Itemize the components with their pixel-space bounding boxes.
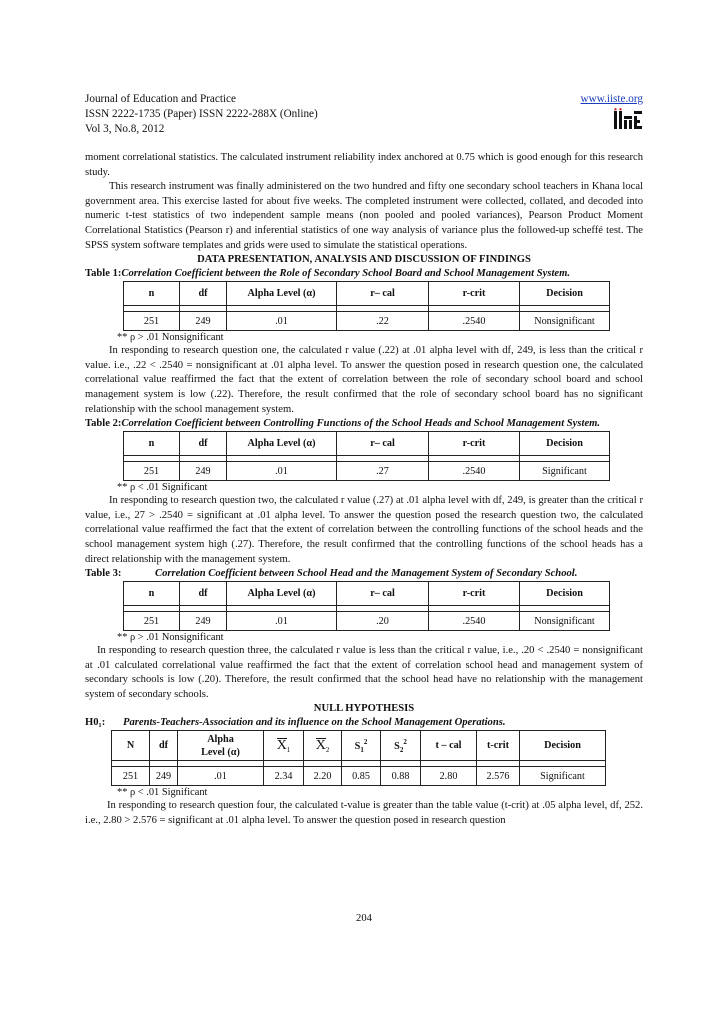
table3-label: Table 3: xyxy=(85,568,122,580)
table-cell: 249 xyxy=(180,312,227,331)
col-header-var1 xyxy=(342,731,381,761)
null-hypothesis-heading: NULL HYPOTHESIS xyxy=(313,703,415,715)
table-cell: 251 xyxy=(124,612,180,631)
table-cell: 2.80 xyxy=(421,767,477,786)
table1-title: Correlation Coefficient between the Role of Secondary School Board and School Management System. xyxy=(121,268,570,280)
table2-label: Table 2: xyxy=(85,418,122,430)
alpha-header-line: Alpha xyxy=(207,733,234,745)
subscript: 1 xyxy=(286,745,291,754)
journal-header xyxy=(85,92,643,137)
alpha-header-line: Level (α) xyxy=(201,746,240,758)
table-cell: 0.88 xyxy=(381,767,421,786)
iiste-logo-icon xyxy=(613,108,643,130)
table-cell: .2540 xyxy=(429,312,520,331)
table-cell: Nonsignificant xyxy=(520,612,610,631)
table-cell: 249 xyxy=(180,612,227,631)
col-header: n xyxy=(124,582,180,606)
table-cell: .22 xyxy=(337,312,429,331)
table2-discussion: In responding to research question two, the calculated r value (.27) at .01 alpha level with df, 249, is greater than the critical r value, i.e., 27 > .2540 = significant at .01 alpha level. To answer the question posed the research question two, the calculated correlational value reaffirmed the fact that the extent of correlation between the controlling functions of the school heads and the school management system high (.27). Therefore, the result confirmed that the controlling functions of the school heads has a direct relationship with the management system. xyxy=(85,495,643,565)
table-row xyxy=(124,612,610,631)
table-cell: 251 xyxy=(124,462,180,481)
col-header: Alpha Level (α) xyxy=(227,582,337,606)
h01-header-row xyxy=(112,731,606,761)
col-header: df xyxy=(180,282,227,306)
table-cell: .01 xyxy=(227,612,337,631)
table-cell: 2.34 xyxy=(264,767,304,786)
table-cell: .2540 xyxy=(429,462,520,481)
table1-caption xyxy=(85,267,643,281)
s-symbol: S xyxy=(394,740,400,752)
h01-title: Parents-Teachers-Association and its influence on the School Management Operations. xyxy=(123,717,506,729)
page-content xyxy=(85,92,643,829)
table2-note: ** ρ < .01 Significant xyxy=(117,482,208,494)
superscript: 2 xyxy=(363,737,368,746)
page-number: 204 xyxy=(356,913,372,924)
journal-url-link[interactable]: www.iiste.org xyxy=(580,93,643,105)
table-cell: 251 xyxy=(112,767,150,786)
table-cell: .27 xyxy=(337,462,429,481)
subscript: 2 xyxy=(325,745,330,754)
table3-discussion: In responding to research question three, the calculated r value is less than the critical r value, i.e., .20 < .2540 = nonsignificant at .01 calculated correlational value reaffirmed the fact that the extent of correlation school head and management system of secondary schools is low (.20). Therefore, the result confirmed that the school head have no relationship with the management system of secondary schools. xyxy=(85,645,643,700)
h01-note: ** ρ < .01 Significant xyxy=(117,787,208,799)
table-cell: .01 xyxy=(178,767,264,786)
col-header: t – cal xyxy=(421,731,477,761)
s-symbol: S xyxy=(354,740,361,752)
intro-paragraph-2: This research instrument was finally administered on the two hundred and fifty one secondary school teachers in Khana local government area. This exercise lasted for about five weeks. The completed instrument were collected, collated, and decoded into numeric t-test statistics of two independent sample means (non pooled and pooled variances), Pearson Product Moment Correlational Statistics (Pearson r) and inferential statistics of one way analysis of variance plus the followed-up scheffé test. The SPSS system software templates and grids were used to simulate the statistical operations. xyxy=(85,181,643,251)
table-cell: 249 xyxy=(180,462,227,481)
table-cell: Significant xyxy=(520,462,610,481)
table-cell: 2.576 xyxy=(477,767,520,786)
table-cell: .2540 xyxy=(429,612,520,631)
col-header: Alpha Level (α) xyxy=(227,432,337,456)
col-header: df xyxy=(180,432,227,456)
xbar-symbol: X xyxy=(276,737,287,753)
table2-title: Correlation Coefficient between Controlling Functions of the School Heads and School Management System. xyxy=(121,418,601,430)
col-header: r– cal xyxy=(337,282,429,306)
volume-line: Vol 3, No.8, 2012 xyxy=(85,123,165,135)
superscript: 2 xyxy=(403,737,407,746)
table-row xyxy=(124,312,610,331)
col-header: r-crit xyxy=(429,582,520,606)
col-header: r– cal xyxy=(337,432,429,456)
table1-discussion: In responding to research question one, the calculated r value (.22) at .01 alpha level with df, 249, is less than the critical r value. i.e., .22 < .2540 = nonsignificant at .01 alpha level. To answer the question posed in research question one, the calculated correlational value reaffirmed the fact that the extent of correlation between the role of secondary school board and school management system is low (.22). Therefore, the result confirmed that the role of secondary school board has no significant relationship with the school management system. xyxy=(85,345,643,415)
col-header: Decision xyxy=(520,582,610,606)
journal-title: Journal of Education and Practice xyxy=(85,93,236,105)
table3-caption xyxy=(85,567,643,581)
table3-title: Correlation Coefficient between School Head and the Management System of Secondary School. xyxy=(155,568,578,580)
col-header: t-crit xyxy=(477,731,520,761)
table1 xyxy=(123,281,610,331)
table-cell: .01 xyxy=(227,462,337,481)
table1-header-row xyxy=(124,282,610,306)
col-header xyxy=(178,731,264,761)
col-header: Decision xyxy=(520,432,610,456)
col-header: Alpha Level (α) xyxy=(227,282,337,306)
table-cell: 251 xyxy=(124,312,180,331)
table3-note: ** ρ > .01 Nonsignificant xyxy=(117,632,224,644)
col-header: df xyxy=(150,731,178,761)
h01-caption xyxy=(85,716,643,730)
col-header: n xyxy=(124,432,180,456)
table2-header-row xyxy=(124,432,610,456)
col-header: r-crit xyxy=(429,432,520,456)
table3 xyxy=(123,581,610,631)
xbar-symbol: X xyxy=(315,737,326,753)
table1-note: ** ρ > .01 Nonsignificant xyxy=(117,332,224,344)
col-header: df xyxy=(180,582,227,606)
section-heading: DATA PRESENTATION, ANALYSIS AND DISCUSSION OF FINDINGS xyxy=(197,254,531,266)
col-header: r– cal xyxy=(337,582,429,606)
table1-label: Table 1: xyxy=(85,268,122,280)
table-cell: .20 xyxy=(337,612,429,631)
col-header: Decision xyxy=(520,731,606,761)
h01-table xyxy=(111,730,606,786)
col-header: Decision xyxy=(520,282,610,306)
table-cell: .01 xyxy=(227,312,337,331)
col-header: n xyxy=(124,282,180,306)
table-row xyxy=(112,767,606,786)
col-header-mean1 xyxy=(264,731,304,761)
table-cell: Nonsignificant xyxy=(520,312,610,331)
table-row xyxy=(124,462,610,481)
table2 xyxy=(123,431,610,481)
intro-paragraph-1: moment correlational statistics. The calculated instrument reliability index anchored at 0.75 which is good enough for this research study. xyxy=(85,152,643,178)
col-header: r-crit xyxy=(429,282,520,306)
table2-caption xyxy=(85,417,643,431)
table3-header-row xyxy=(124,582,610,606)
col-header-var2 xyxy=(381,731,421,761)
col-header-mean2 xyxy=(304,731,342,761)
issn-line: ISSN 2222-1735 (Paper) ISSN 2222-288X (Online) xyxy=(85,108,318,120)
col-header: N xyxy=(112,731,150,761)
subscript: 1 xyxy=(360,745,364,754)
h01-label: H0₁: xyxy=(85,717,106,729)
table-cell: 2.20 xyxy=(304,767,342,786)
table-cell: 0.85 xyxy=(342,767,381,786)
subscript: 2 xyxy=(399,745,404,754)
h01-discussion: In responding to research question four, the calculated t-value is greater than the table value (t-crit) at .05 alpha level, df, 252. i.e., 2.80 > 2.576 = significant at .01 alpha level. To answer the question posed in research question xyxy=(85,800,643,827)
table-cell: 249 xyxy=(150,767,178,786)
table-cell: Significant xyxy=(520,767,606,786)
